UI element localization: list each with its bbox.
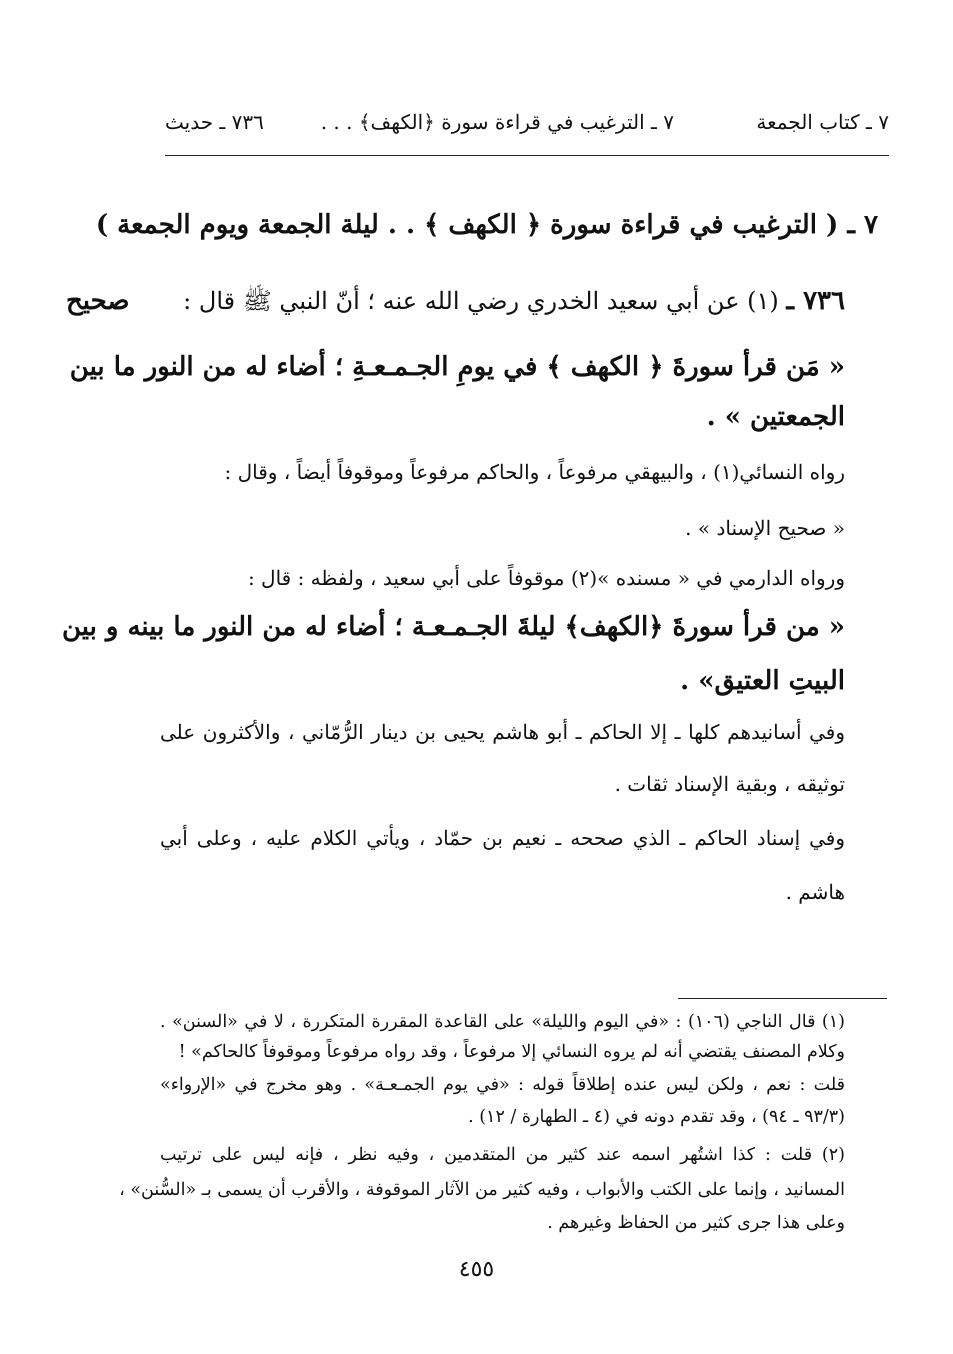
hadith-grade: صحيح: [66, 286, 130, 316]
header-hadith-number: ٧٣٦ ـ حديث: [165, 110, 264, 134]
footnote-line: (١) قال الناجي (١٠٦) : «في اليوم والليلة» على القاعدة المقررة المتكررة ، لا في «السنن» .: [160, 1012, 845, 1032]
hadith-number: ٧٣٦ ـ: [786, 286, 845, 316]
body-line: وفي إسناد الحاكم ـ الذي صححه ـ نعيم بن حمّاد ، ويأتي الكلام عليه ، وعلى أبي: [160, 826, 845, 850]
footnote-divider: [678, 998, 887, 999]
header-book-title: ٧ ـ كتاب الجمعة: [756, 110, 889, 134]
body-line: توثيقه ، وبقية الإسناد ثقات .: [614, 772, 845, 796]
header-divider: [165, 155, 889, 156]
running-header: [165, 110, 889, 150]
footnote-line: (٢) قلت : كذا اشتُهر اسمه عند كثير من المتقدمين ، وفيه نظر ، فإنه ليس على ترتيب: [160, 1145, 845, 1165]
hadith-intro-text: (١) عن أبي سعيد الخدري رضي الله عنه ؛ أنّ النبي ﷺ قال :: [183, 287, 779, 315]
body-line: « صحيح الإسناد » .: [685, 516, 845, 540]
body-line: وفي أسانيدهم كلها ـ إلا الحاكم ـ أبو هاشم يحيى بن دينار الرُّمّاني ، والأكثرون على: [160, 720, 845, 744]
hadith-intro: [183, 286, 845, 321]
footnote-line: وعلى هذا جرى كثير من الحفاظ وغيرهم .: [547, 1213, 845, 1233]
footnote-line: المسانيد ، وإنما على الكتب والأبواب ، وفيه كثير من الآثار الموقوفة ، والأقرب أن يسمى بـ «السُّنن» ،: [119, 1180, 845, 1200]
page-number: ٤٥٥: [458, 1257, 495, 1282]
body-line: رواه النسائي(١) ، والبيهقي مرفوعاً ، والحاكم مرفوعاً وموقوفاً أيضاً ، وقال :: [224, 460, 845, 484]
body-line: « من قرأ سورةَ ﴿الكهف﴾ ليلةَ الجـمـعـة ؛ أضاء له من النور ما بينه و بين: [61, 612, 845, 642]
footnote-line: (٩٣/٣ ـ ٩٤) ، وقد تقدم دونه في (٤ ـ الطهارة / ١٢) .: [468, 1107, 845, 1127]
footnote-line: قلت : نعم ، ولكن ليس عنده إطلاقاً قوله : «في يوم الجمـعـة» . وهو مخرج في «الإرواء»: [160, 1075, 845, 1095]
body-line: هاشم .: [785, 880, 845, 904]
chapter-heading: ٧ ـ ( الترغيب في قراءة سورة ﴿ الكهف ﴾ . . ليلة الجمعة ويوم الجمعة ): [95, 210, 878, 240]
header-chapter-title: ٧ ـ الترغيب في قراءة سورة ﴿الكهف﴾ . . .: [320, 110, 674, 134]
footnote-line: وكلام المصنف يقتضي أنه لم يروه النسائي إلا مرفوعاً ، وقد رواه مرفوعاً وموقوفاً كالحاكم» !: [178, 1042, 845, 1062]
body-line: ورواه الدارمي في « مسنده »(٢) موقوفاً على أبي سعيد ، ولفظه : قال :: [247, 566, 845, 590]
body-line: الجمعتين » .: [706, 402, 845, 432]
body-line: البيتِ العتيق» .: [680, 666, 845, 696]
body-line: « مَن قرأ سورةَ ﴿ الكهف ﴾ في يومِ الجـمـعـةِ ؛ أضاء له من النور ما بين: [69, 352, 845, 382]
